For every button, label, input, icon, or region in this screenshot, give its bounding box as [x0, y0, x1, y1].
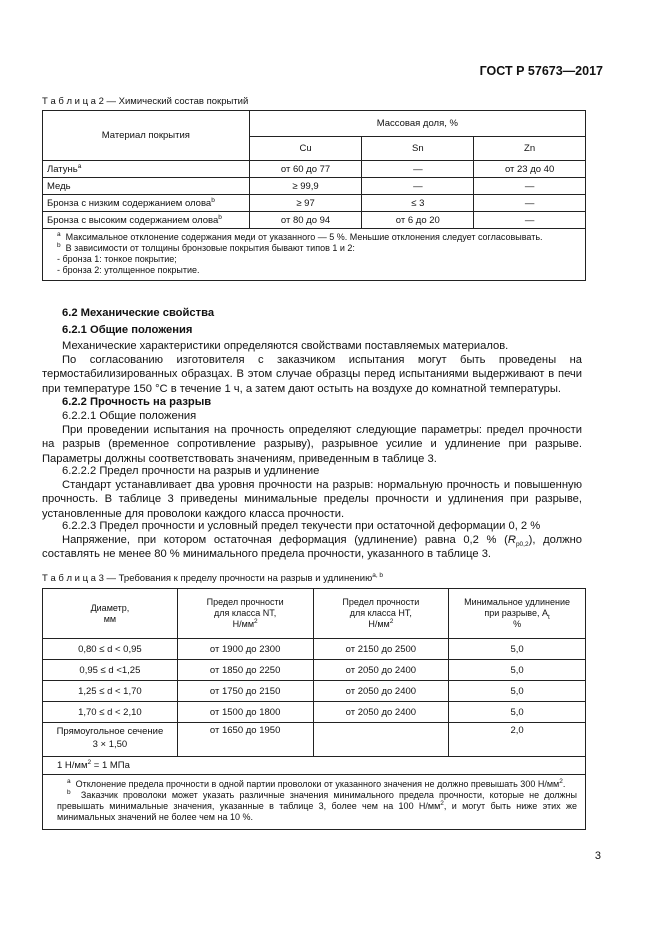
- material-name: Медь: [47, 180, 71, 192]
- page-number: 3: [594, 850, 601, 862]
- table2-note-b: $^b$ В зависимости от толщины бронзовые покрытия бывают типов 1 и 2:: [57, 242, 355, 253]
- table3-notes: [43, 775, 586, 830]
- table2: [42, 110, 586, 281]
- diameter-value: Прямоугольное сечение 3 × 1,50: [43, 723, 178, 757]
- ht-value: от 2150 до 2500: [313, 639, 449, 660]
- material-name: Бронза с высоким содержанием олова: [47, 214, 219, 226]
- table3-header-nt: Предел прочности для класса NT, $Н/мм^2$: [177, 589, 313, 639]
- paragraph: Механические характеристики определяются свойствами поставляемых материалов.: [62, 340, 509, 352]
- diameter-value: 1,70 ≤ d < 2,10: [43, 702, 178, 723]
- table2-header-sn: Sn: [362, 137, 474, 161]
- nt-value: от 1750 до 2150: [177, 681, 313, 702]
- table-row: [43, 723, 586, 757]
- section-6-2-heading: 6.2 Механические свойства: [62, 307, 215, 319]
- material-name: Бронза с низким содержанием олова: [47, 197, 212, 209]
- table-row: [43, 161, 586, 178]
- ht-value: от 2050 до 2400: [313, 702, 449, 723]
- paragraph: Напряжение, при котором остаточная деформация (удлинение) равна 0,2 % $(R_{p0,2})$, должно составлять не менее 80 % минимального предела прочности, указанного в таблице 3.: [42, 534, 582, 561]
- material-name: Латунь: [47, 163, 78, 175]
- table3-unit-note: 1 $Н/мм^2 = 1$ МПа: [43, 757, 586, 775]
- ht-value: [313, 723, 449, 757]
- ht-value: от 2050 до 2400: [313, 660, 449, 681]
- table2-note-b2: - бронза 2: утолщенное покрытие.: [57, 265, 200, 275]
- table-row: [43, 195, 586, 212]
- table3-note-a: $^a$ Отклонение предела прочности в одной партии проволоки от указанного значения не должно превышать 300 $Н/мм^2$.: [67, 778, 566, 789]
- diameter-value: 0,95 ≤ d <1,25: [43, 660, 178, 681]
- table2-header-zn: Zn: [474, 137, 586, 161]
- table-row: [43, 212, 586, 229]
- section-6-2-1-heading: 6.2.1 Общие положения: [62, 324, 193, 336]
- table3-note-b: $^b$ Заказчик проволоки может указать различные значения минимального предела прочности, которые не должны превышать минимальные значения, указанные в таблице 3, более чем на 100 $Н/мм^2$, и могут быть ниже этих же минимальных значений не более чем на 10 %.: [57, 789, 578, 822]
- section-6-2-2-2-heading: 6.2.2.2 Предел прочности на разрыв и удлинение: [62, 465, 320, 477]
- table3: [42, 588, 586, 830]
- elongation-value: 5,0: [449, 702, 586, 723]
- elongation-value: 5,0: [449, 660, 586, 681]
- sn-value: —: [362, 161, 474, 178]
- section-6-2-2-3-heading: 6.2.2.3 Предел прочности и условный предел текучести при остаточной деформации 0, 2 %: [62, 520, 541, 532]
- table-row: [43, 178, 586, 195]
- table-row: [43, 702, 586, 723]
- table3-header-diameter: Диаметр, мм: [43, 589, 178, 639]
- elongation-value: 5,0: [449, 639, 586, 660]
- zn-value: —: [474, 178, 586, 195]
- paragraph: Стандарт устанавливает два уровня прочности на разрыв: нормальную прочность и повышенную прочность. В таблице 3 приведены минимальные пределы прочности и удлинения при разрыве, установленные для проволоки каждого класса прочности.: [42, 479, 582, 520]
- section-6-2-2-heading: 6.2.2 Прочность на разрыв: [62, 396, 212, 408]
- table3-header-elongation: Минимальное удлинение при разрыве, $A_t$ %: [449, 589, 586, 639]
- table2-caption: Т а б л и ц а 2 — Химический состав покрытий: [42, 96, 249, 107]
- diameter-value: 1,25 ≤ d < 1,70: [43, 681, 178, 702]
- table2-note-a: $^a$ Максимальное отклонение содержания меди от указанного — 5 %. Меньшие отклонения следует согласовывать.: [57, 231, 543, 242]
- section-6-2-2-1-heading: 6.2.2.1 Общие положения: [62, 410, 197, 422]
- cu-value: ≥ 97: [249, 195, 362, 212]
- table2-notes: [43, 229, 586, 281]
- footnote-mark: b: [218, 213, 222, 221]
- ht-value: от 2050 до 2400: [313, 681, 449, 702]
- table2-note-b1: - бронза 1: тонкое покрытие;: [57, 254, 177, 264]
- table3-header-ht: Предел прочности для класса HT, $Н/мм^2$: [313, 589, 449, 639]
- nt-value: от 1500 до 1800: [177, 702, 313, 723]
- zn-value: —: [474, 195, 586, 212]
- footnote-mark: a: [77, 162, 82, 170]
- table-row: [43, 681, 586, 702]
- nt-value: от 1900 до 2300: [177, 639, 313, 660]
- elongation-value: 2,0: [449, 723, 586, 757]
- sn-value: —: [362, 178, 474, 195]
- elongation-value: 5,0: [449, 681, 586, 702]
- diameter-value: 0,80 ≤ d < 0,95: [43, 639, 178, 660]
- document-header: ГОСТ Р 57673—2017: [479, 64, 603, 78]
- table2-header-material: Материал покрытия: [43, 111, 250, 161]
- zn-value: от 23 до 40: [474, 161, 586, 178]
- footnote-mark: b: [211, 196, 215, 204]
- sn-value: от 6 до 20: [362, 212, 474, 229]
- nt-value: от 1850 до 2250: [177, 660, 313, 681]
- cu-value: ≥ 99,9: [249, 178, 362, 195]
- cu-value: от 80 до 94: [249, 212, 362, 229]
- table-row: [43, 639, 586, 660]
- table-row: [43, 660, 586, 681]
- table2-header-mass: Массовая доля, %: [249, 111, 585, 137]
- paragraph: При проведении испытания на прочность определяют следующие параметры: предел прочности на разрыв (временное сопротивление разрыву), разрывное усилие и удлинение при разрыве. Параметры должны соответствовать значениям, приведенным в таблице 3.: [42, 424, 582, 465]
- table2-header-cu: Cu: [249, 137, 362, 161]
- cu-value: от 60 до 77: [249, 161, 362, 178]
- sn-value: ≤ 3: [362, 195, 474, 212]
- nt-value: от 1650 до 1950: [177, 723, 313, 757]
- table3-caption: Т а б л и ц а 3 — Требования к пределу прочности на разрыв и удлинению$^{a, b}$: [42, 571, 384, 584]
- zn-value: —: [474, 212, 586, 229]
- paragraph: По согласованию изготовителя с заказчиком испытания могут быть проведены на термостабилизированных образцах. В этом случае образцы перед испытаниями выдерживают в печи при температуре 150 °С в течение 1 ч, а затем дают остыть на воздухе до комнатной температуры.: [42, 354, 582, 395]
